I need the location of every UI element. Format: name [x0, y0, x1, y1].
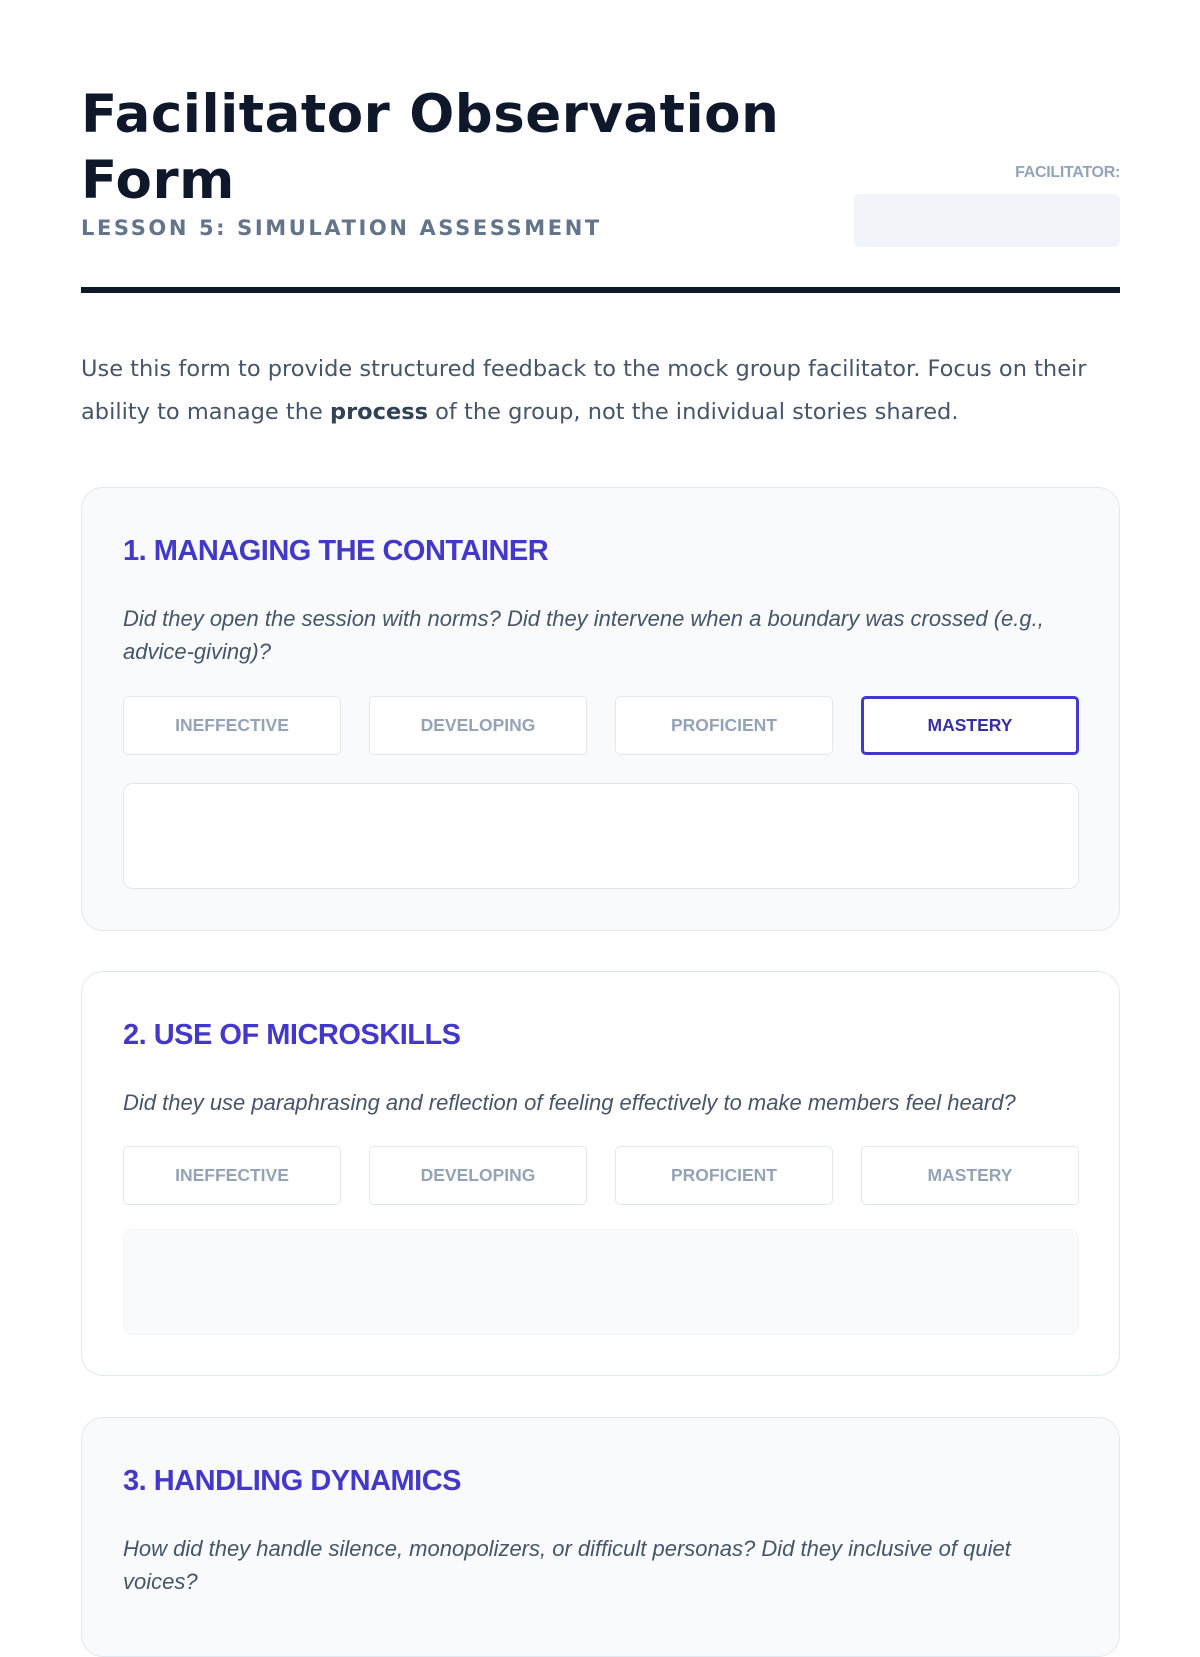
- intro-text-start: Use this form to provide structured feedback to the mock group facilitator. Focus on their ability to manage the: [81, 356, 1087, 425]
- rating-proficient-button[interactable]: PROFICIENT: [615, 1146, 833, 1205]
- facilitator-name-input[interactable]: [854, 194, 1120, 247]
- intro-text-end: of the group, not the individual stories shared.: [428, 399, 959, 425]
- rating-ineffective-button[interactable]: INEFFECTIVE: [123, 1146, 341, 1205]
- section-microskills: [81, 971, 1120, 1376]
- rating-developing-button[interactable]: DEVELOPING: [369, 696, 587, 755]
- rating-mastery-button[interactable]: MASTERY: [861, 1146, 1079, 1205]
- section-question: Did they use paraphrasing and reflection of feeling effectively to make members feel heard?: [123, 1090, 1016, 1115]
- intro-emphasis: process: [329, 399, 429, 425]
- section-question: Did they open the session with norms? Did they intervene when a boundary was crossed (e.g., advice-giving)?: [123, 606, 1044, 664]
- lesson-subtitle: LESSON 5: SIMULATION ASSESSMENT: [81, 216, 602, 240]
- rating-mastery-button[interactable]: MASTERY: [861, 696, 1079, 755]
- section-question: How did they handle silence, monopolizers, or difficult personas? Did they inclusive of quiet voices?: [123, 1536, 1011, 1594]
- section-notes-field[interactable]: [123, 1229, 1079, 1335]
- section-title: 2. USE OF MICROSKILLS: [123, 1019, 461, 1051]
- intro-text: [81, 348, 1120, 434]
- rating-ineffective-button[interactable]: INEFFECTIVE: [123, 696, 341, 755]
- section-title: 1. MANAGING THE CONTAINER: [123, 535, 549, 567]
- section-title: 3. HANDLING DYNAMICS: [123, 1465, 462, 1497]
- page-title: Facilitator Observation Form: [81, 84, 780, 211]
- form-page: [81, 0, 1120, 1594]
- section-notes-field[interactable]: [123, 783, 1079, 889]
- rating-group: [123, 696, 1079, 755]
- rating-proficient-button[interactable]: PROFICIENT: [615, 696, 833, 755]
- facilitator-label: FACILITATOR:: [1015, 164, 1120, 181]
- section-managing-container: [81, 487, 1120, 931]
- section-handling-dynamics: [81, 1417, 1120, 1657]
- rating-developing-button[interactable]: DEVELOPING: [369, 1146, 587, 1205]
- rating-group: [123, 1146, 1079, 1205]
- form-header: [81, 0, 1120, 295]
- header-divider: [81, 287, 1120, 293]
